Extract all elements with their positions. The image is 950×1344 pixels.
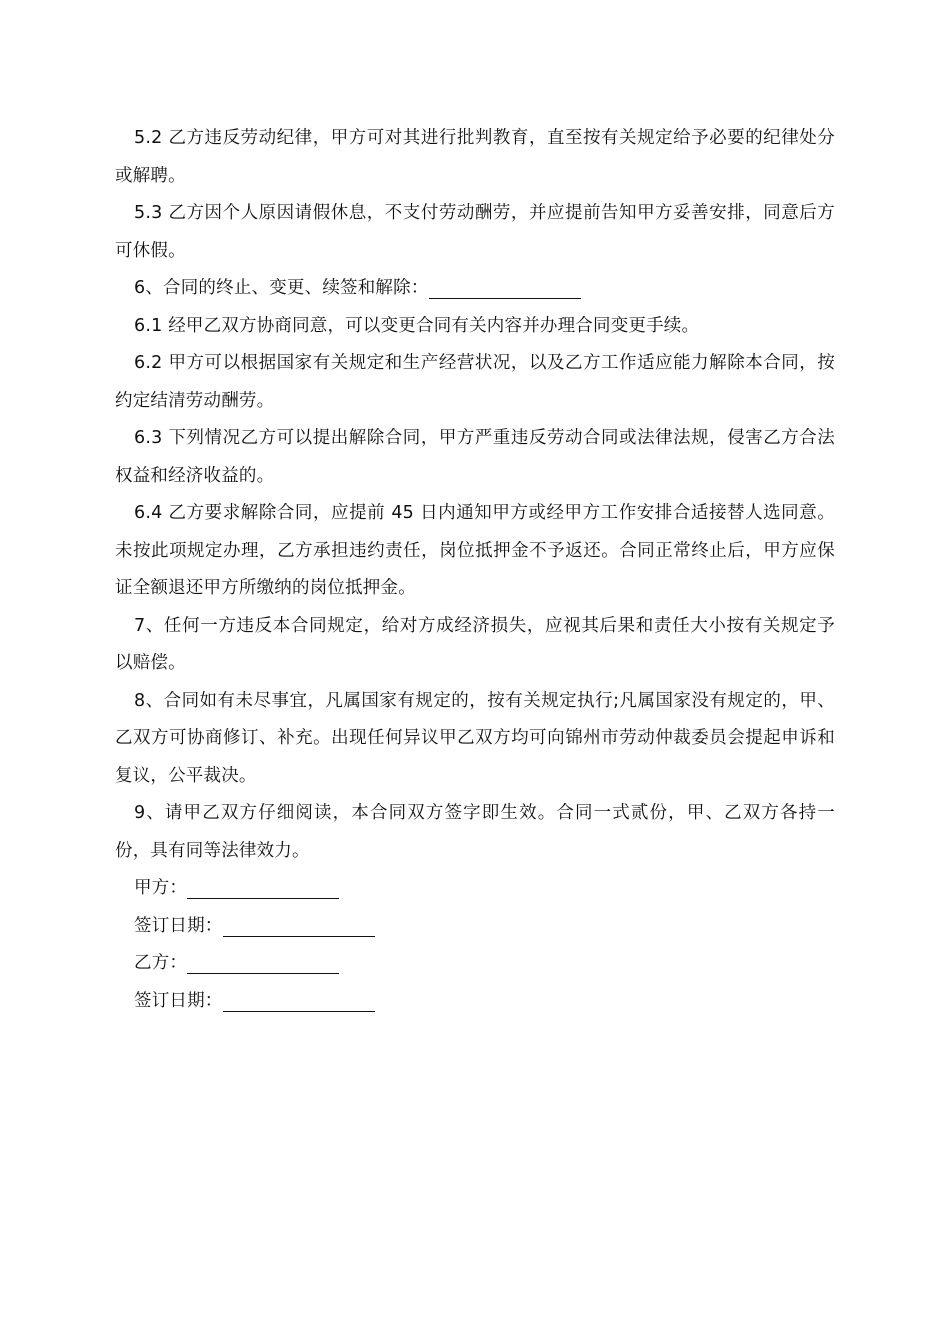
- party-b-label: 乙方：: [134, 953, 188, 973]
- clause-6-blank-line: [429, 297, 581, 299]
- contract-body: [115, 120, 835, 1020]
- party-a-date-label: 签订日期：: [134, 915, 223, 936]
- clause-8: 8、合同如有未尽事宜，凡属国家有规定的，按有关规定执行;凡属国家没有规定的，甲、乙双方可协商修订、补充。出现任何异议甲乙双方均可向锦州市劳动仲裁委员会提起申诉和复议，公平裁决。: [115, 690, 835, 786]
- party-b-signature: [115, 945, 835, 983]
- party-b-date: [115, 983, 835, 1021]
- party-a-signature: [115, 870, 835, 908]
- party-b-date-label: 签订日期：: [134, 990, 223, 1011]
- clause-6-4: 6.4 乙方要求解除合同，应提前 45 日内通知甲方或经甲方工作安排合适接替人选同意。未按此项规定办理，乙方承担违约责任，岗位抵押金不予返还。合同正常终止后，甲方应保证全额退还甲方所缴纳的岗位抵押金。: [115, 503, 835, 598]
- clause-6-3: 6.3 下列情况乙方可以提出解除合同，甲方严重违反劳动合同或法律法规，侵害乙方合法权益和经济收益的。: [115, 428, 835, 486]
- clause-5-2: 5.2 乙方违反劳动纪律，甲方可对其进行批判教育，直至按有关规定给予必要的纪律处分或解聘。: [115, 128, 835, 186]
- party-b-blank-line: [187, 972, 339, 974]
- clause-6-2: 6.2 甲方可以根据国家有关规定和生产经营状况，以及乙方工作适应能力解除本合同，按约定结清劳动酬劳。: [115, 353, 835, 411]
- clause-9: 9、请甲乙双方仔细阅读，本合同双方签字即生效。合同一式贰份，甲、乙双方各持一份，具有同等法律效力。: [115, 803, 835, 861]
- party-a-label: 甲方：: [134, 878, 188, 898]
- clause-5-3: 5.3 乙方因个人原因请假休息，不支付劳动酬劳，并应提前告知甲方妥善安排，同意后方可休假。: [115, 203, 835, 261]
- clause-6-heading-text: 6、合同的终止、变更、续签和解除：: [134, 278, 429, 298]
- party-a-date: [115, 908, 835, 946]
- clause-6-heading: [115, 270, 835, 308]
- party-a-blank-line: [187, 897, 339, 899]
- clause-6-1: 6.1 经甲乙双方协商同意，可以变更合同有关内容并办理合同变更手续。: [134, 315, 700, 336]
- clause-7: 7、任何一方违反本合同规定，给对方成经济损失，应视其后果和责任大小按有关规定予以赔偿。: [115, 615, 835, 673]
- party-b-date-blank-line: [223, 1010, 375, 1012]
- party-a-date-blank-line: [223, 935, 375, 937]
